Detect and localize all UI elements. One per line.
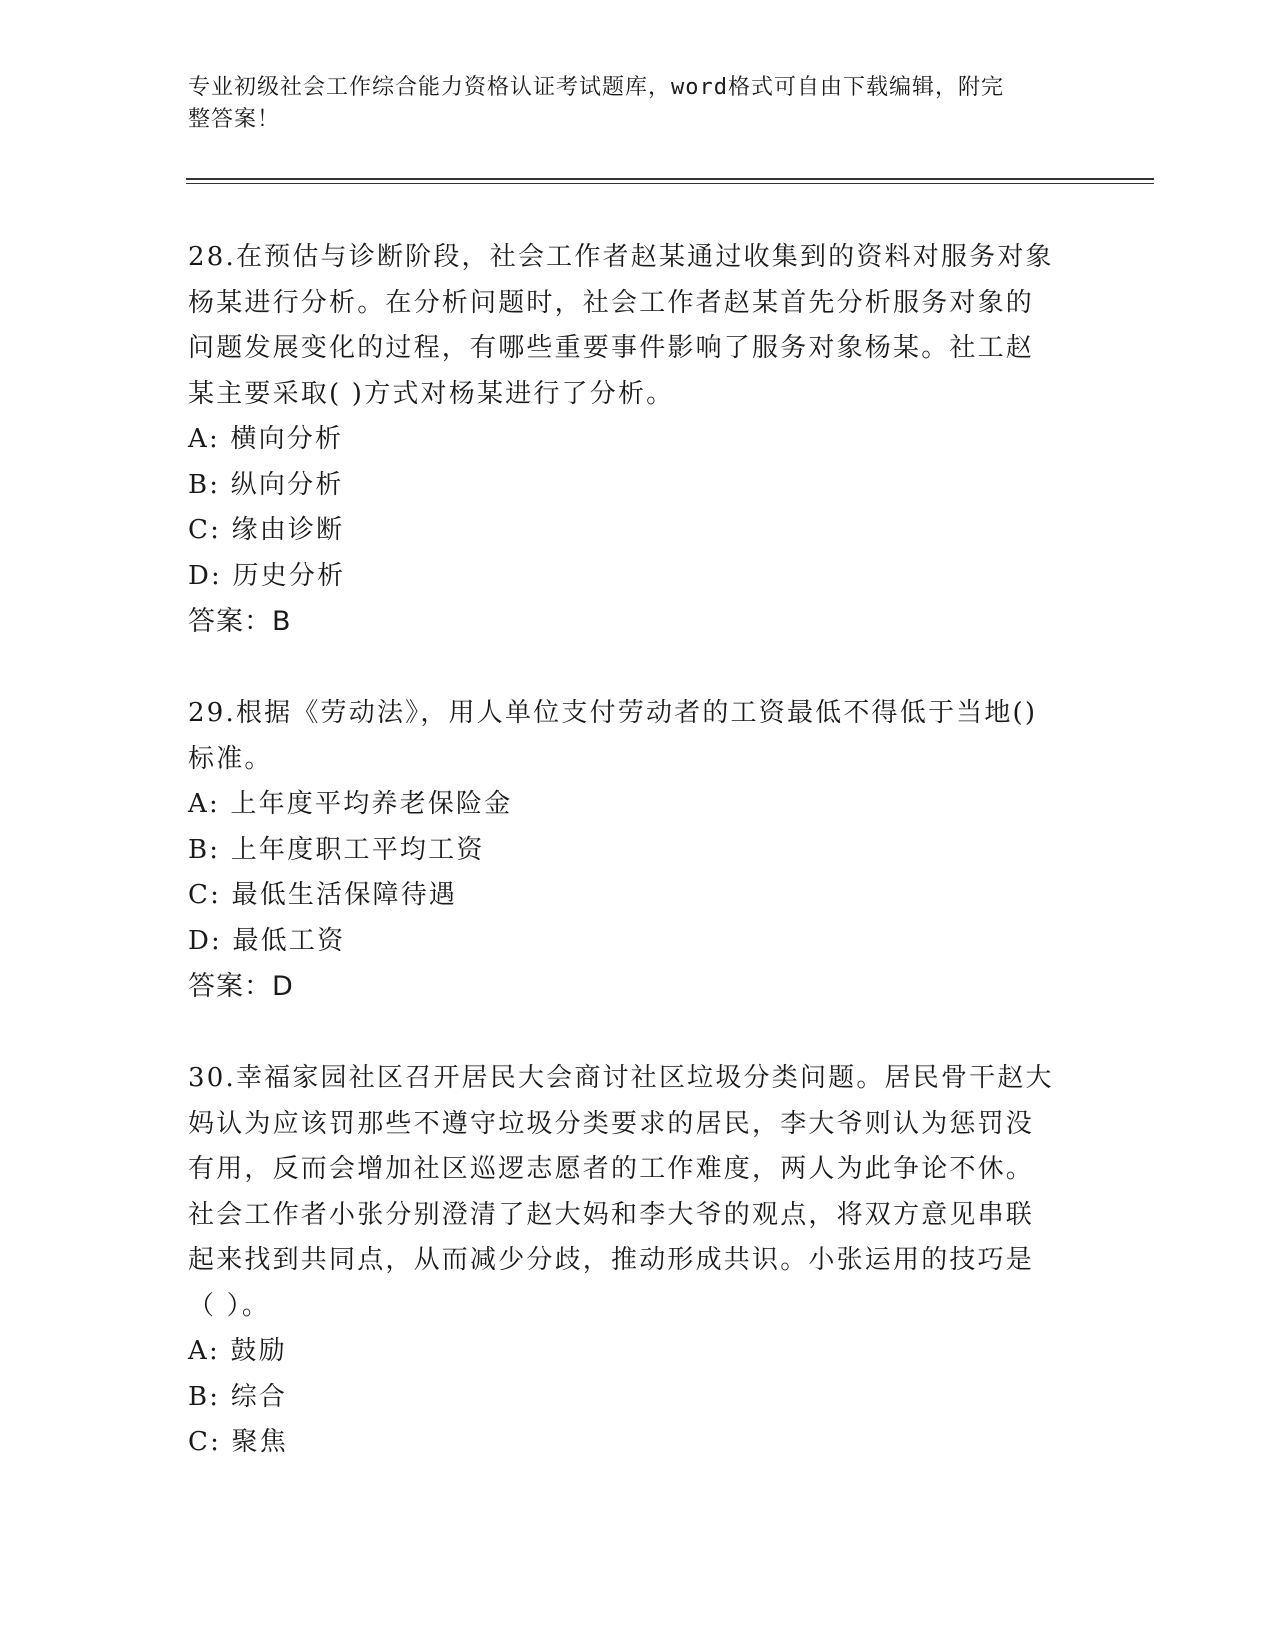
answer-line: 答案：B (188, 606, 292, 637)
question-28 (188, 235, 1088, 644)
option-c: C: 聚焦 (188, 1427, 288, 1457)
header-divider (186, 178, 1154, 184)
question-list (188, 235, 1088, 1513)
question-stem-line: 有用，反而会增加社区巡逻志愿者的工作难度，两人为此争论不休。 (188, 1154, 1035, 1184)
question-stem-line: 问题发展变化的过程，有哪些重要事件影响了服务对象杨某。社工赵 (188, 333, 1035, 363)
header-line-1: 专业初级社会工作综合能力资格认证考试题库，word格式可自由下载编辑，附完 (188, 75, 1004, 100)
option-d: D: 历史分析 (188, 560, 346, 591)
option-a: A: 上年度平均养老保险金 (188, 789, 513, 819)
option-a: A: 横向分析 (188, 424, 344, 454)
question-29 (188, 691, 1088, 1009)
question-stem-line: 标准。 (188, 743, 273, 774)
question-stem-line: 某主要采取( )方式对杨某进行了分析。 (188, 378, 675, 409)
question-stem-line: 社会工作者小张分别澄清了赵大妈和李大爷的观点，将双方意见串联 (188, 1199, 1035, 1230)
option-b: B: 纵向分析 (188, 469, 344, 500)
question-stem-line: 28.在预估与诊断阶段，社会工作者赵某通过收集到的资料对服务对象 (188, 242, 1054, 272)
question-stem-line: 起来找到共同点，从而减少分歧，推动形成共识。小张运用的技巧是 (188, 1245, 1035, 1275)
question-stem-line: 妈认为应该罚那些不遵守垃圾分类要求的居民，李大爷则认为惩罚没 (188, 1108, 1035, 1139)
option-a: A: 鼓励 (188, 1336, 287, 1366)
option-b: B: 综合 (188, 1381, 288, 1412)
question-stem-line: （ ）。 (188, 1290, 271, 1321)
question-stem-line: 29.根据《劳动法》，用人单位支付劳动者的工资最低不得低于当地() (188, 698, 1038, 728)
question-stem-line: 30.幸福家园社区召开居民大会商讨社区垃圾分类问题。居民骨干赵大 (188, 1063, 1054, 1093)
option-c: C: 缘由诊断 (188, 515, 345, 545)
option-b: B: 上年度职工平均工资 (188, 834, 485, 865)
question-30 (188, 1056, 1088, 1466)
page-header (188, 72, 1068, 136)
option-c: C: 最低生活保障待遇 (188, 880, 458, 910)
header-line-2: 整答案！ (188, 107, 281, 132)
question-stem-line: 杨某进行分析。在分析问题时，社会工作者赵某首先分析服务对象的 (188, 287, 1035, 318)
answer-line: 答案：D (188, 971, 294, 1002)
option-d: D: 最低工资 (188, 925, 346, 956)
